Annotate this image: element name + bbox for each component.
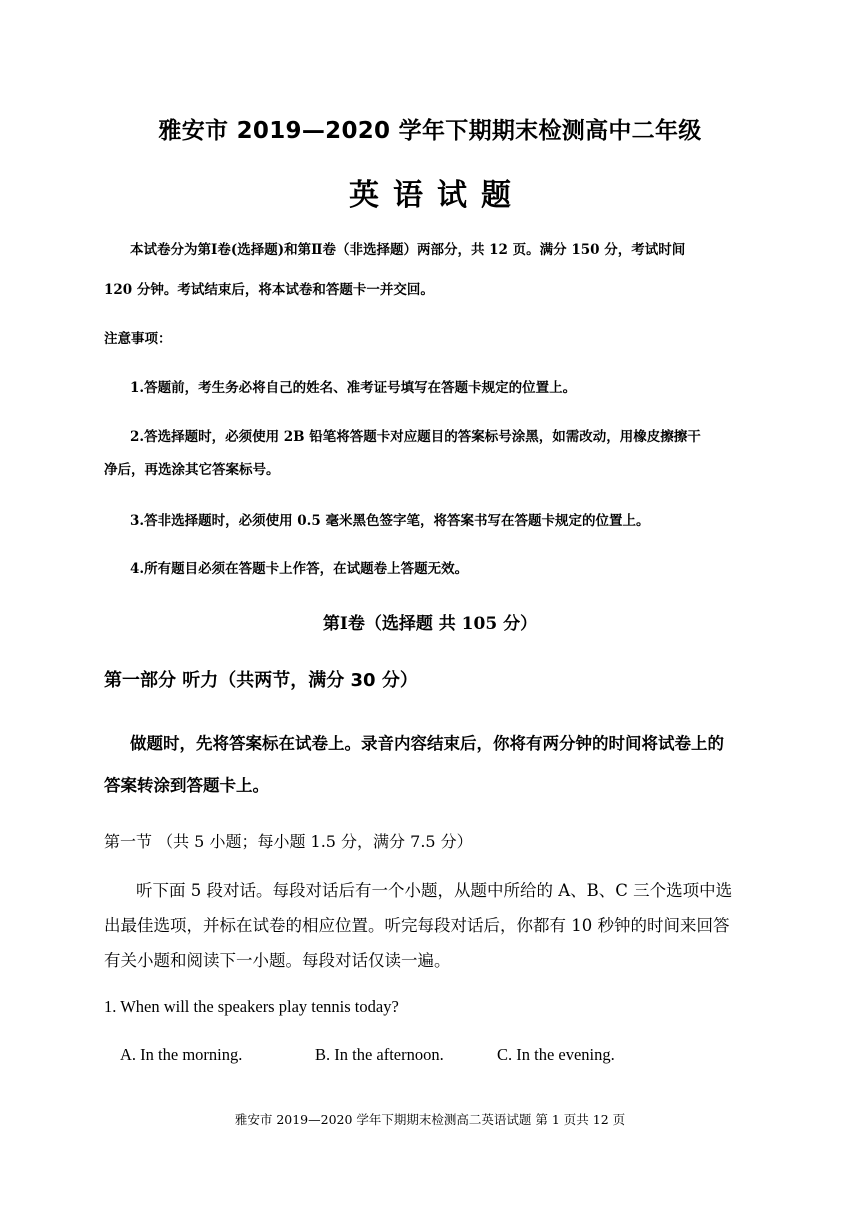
notice-item-2-line-1: 2.答选择题时，必须使用 2B 铅笔将答题卡对应题目的答案标号涂黑，如需改动，用橡皮擦擦干 [130, 429, 701, 445]
volume-1-heading: 第Ⅰ卷（选择题 共 105 分） [322, 614, 538, 634]
question-1-option-c: C. In the evening. [497, 1045, 615, 1064]
part-1-instruction-line-1: 做题时，先将答案标在试卷上。录音内容结束后，你将有两分钟的时间将试卷上的 [130, 734, 724, 753]
part-1-heading: 第一部分 听力（共两节，满分 30 分） [104, 670, 418, 691]
intro-line-1: 本试卷分为第Ⅰ卷(选择题)和第Ⅱ卷（非选择题）两部分，共 12 页。满分 150 分，考试时间 [130, 242, 686, 258]
question-1-option-b: B. In the afternoon. [315, 1045, 444, 1064]
page-footer: 雅安市 2019—2020 学年下期期末检测高二英语试题 第 1 页共 12 页 [234, 1112, 626, 1127]
question-1-option-a: A. In the morning. [120, 1045, 243, 1064]
section-1-para-line-1: 听下面 5 段对话。每段对话后有一个小题，从题中所给的 A、B、C 三个选项中选 [136, 881, 733, 900]
notice-heading: 注意事项： [104, 331, 172, 347]
section-1-para-line-3: 有关小题和阅读下一小题。每段对话仅读一遍。 [104, 951, 451, 970]
notice-item-3: 3.答非选择题时，必须使用 0.5 毫米黑色签字笔，将答案书写在答题卡规定的位置上。 [130, 513, 650, 529]
section-1-heading: 第一节 （共 5 小题；每小题 1.5 分，满分 7.5 分） [104, 832, 473, 851]
notice-item-4: 4.所有题目必须在答题卡上作答，在试题卷上答题无效。 [130, 561, 469, 577]
intro-line-2: 120 分钟。考试结束后，将本试卷和答题卡一并交回。 [104, 282, 434, 298]
notice-item-1: 1.答题前，考生务必将自己的姓名、准考证号填写在答题卡规定的位置上。 [130, 380, 577, 396]
notice-item-2-line-2: 净后，再选涂其它答案标号。 [104, 462, 280, 478]
section-1-para-line-2: 出最佳选项，并标在试卷的相应位置。听完每段对话后，你都有 10 秒钟的时间来回答 [104, 916, 730, 935]
exam-title: 雅安市 2019—2020 学年下期期末检测高中二年级 [158, 118, 702, 144]
subject-title: 英语试题 [349, 178, 525, 213]
question-1-stem: 1. When will the speakers play tennis today? [104, 997, 399, 1016]
part-1-instruction-line-2: 答案转涂到答题卡上。 [104, 776, 269, 795]
